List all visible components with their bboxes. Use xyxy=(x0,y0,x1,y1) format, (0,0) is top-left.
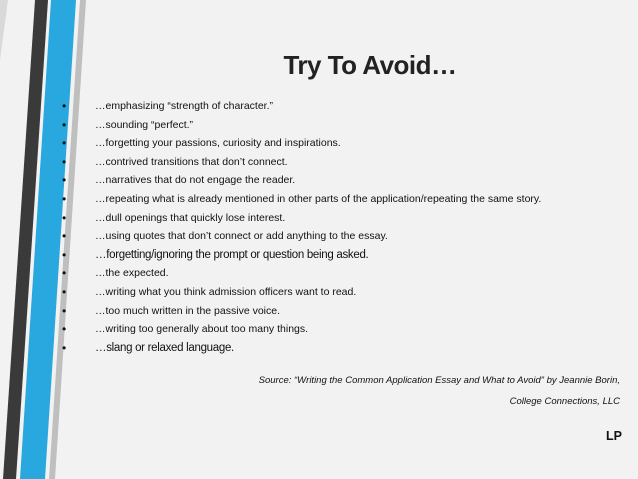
bullet-text: …writing too generally about too many things. xyxy=(95,323,309,336)
bullet-text: …too much written in the passive voice. xyxy=(95,304,281,317)
bullet-icon: • xyxy=(62,247,66,262)
list-item xyxy=(62,153,622,172)
source-citation xyxy=(100,370,620,412)
bullet-icon: • xyxy=(62,322,67,337)
bullet-text: …sounding “perfect.” xyxy=(95,118,194,131)
bullet-icon: • xyxy=(62,266,67,281)
list-item xyxy=(62,190,622,209)
bullet-icon: • xyxy=(62,117,67,132)
list-item xyxy=(62,302,622,321)
bullet-text: …forgetting/ignoring the prompt or question being asked. xyxy=(95,248,369,261)
list-item xyxy=(62,116,622,135)
bullet-icon: • xyxy=(62,303,67,318)
bullet-icon: • xyxy=(62,340,66,355)
bullet-text: …narratives that do not engage the reader. xyxy=(95,174,296,187)
bullet-icon: • xyxy=(62,154,67,169)
bullet-list xyxy=(62,97,622,357)
bullet-icon: • xyxy=(62,173,67,188)
stripe-light xyxy=(0,0,8,60)
list-item xyxy=(62,227,622,246)
list-item xyxy=(62,246,622,265)
bullet-text: …slang or relaxed language. xyxy=(95,341,234,354)
list-item xyxy=(62,320,622,339)
bullet-icon: • xyxy=(62,136,67,151)
list-item xyxy=(62,283,622,302)
bullet-text: …contrived transitions that don’t connect. xyxy=(95,155,288,168)
bullet-icon: • xyxy=(62,284,67,299)
bullet-icon: • xyxy=(62,191,67,206)
bullet-text: …emphasizing “strength of character.” xyxy=(95,100,273,112)
bullet-text: …using quotes that don’t connect or add anything to the essay. xyxy=(95,230,388,243)
bullet-text: …writing what you think admission officers want to read. xyxy=(95,285,357,298)
source-line-2: College Connections, LLC xyxy=(509,396,620,407)
slide-title: Try To Avoid… xyxy=(283,50,457,80)
bullet-text: …forgetting your passions, curiosity and inspirations. xyxy=(95,137,341,150)
bullet-icon: • xyxy=(62,210,67,225)
bullet-text: …dull openings that quickly lose interest. xyxy=(95,211,286,224)
source-line-1: Source: “Writing the Common Application Essay and What to Avoid” by Jeannie Borin, xyxy=(258,375,620,386)
list-item xyxy=(62,264,622,283)
list-item xyxy=(62,209,622,228)
list-item xyxy=(62,97,622,116)
list-item xyxy=(62,134,622,153)
bullet-text: …the expected. xyxy=(95,267,169,280)
bullet-icon: • xyxy=(62,99,67,113)
bullet-icon: • xyxy=(62,229,67,244)
list-item xyxy=(62,171,622,190)
author-initials: LP xyxy=(606,429,622,443)
list-item xyxy=(62,339,622,358)
bullet-text: …repeating what is already mentioned in other parts of the application/repeating the same story. xyxy=(95,192,542,205)
